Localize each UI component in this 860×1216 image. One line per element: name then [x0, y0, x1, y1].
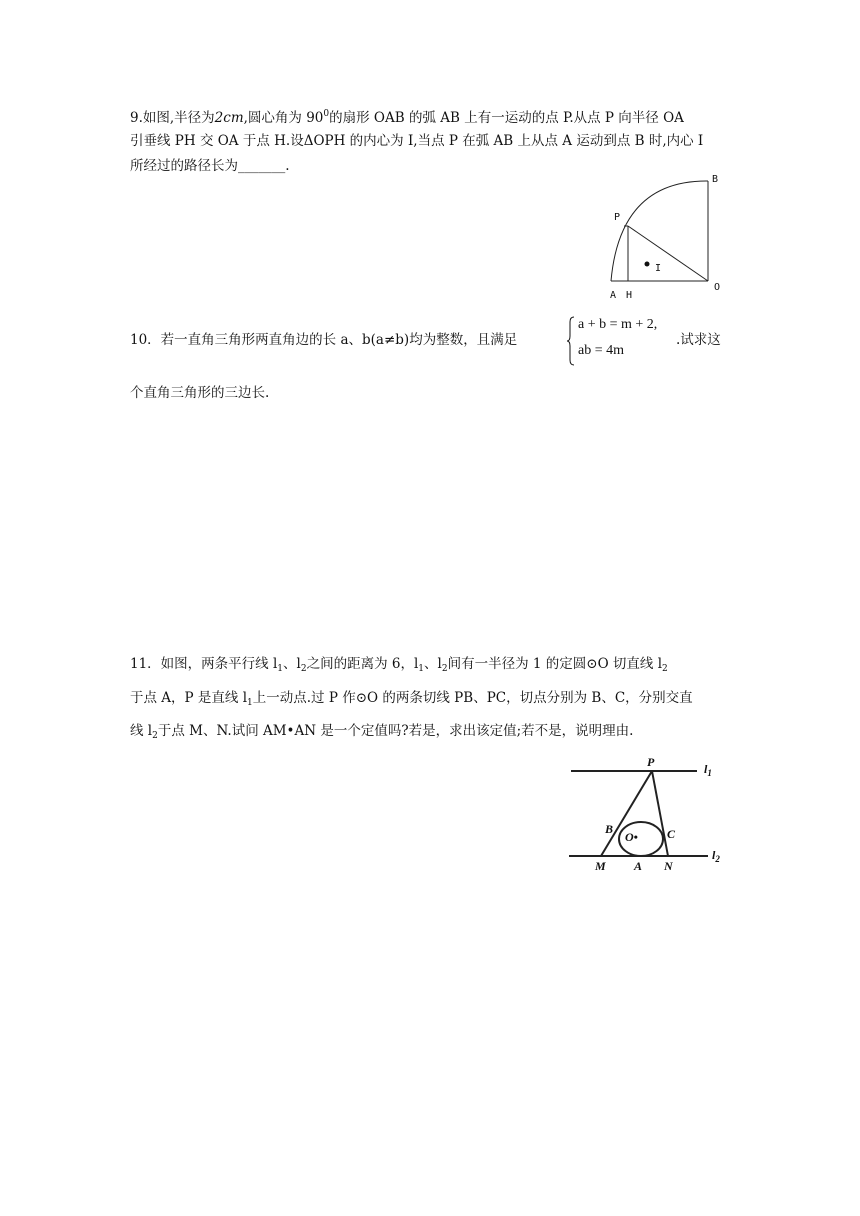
q11-sub: 1: [277, 664, 284, 674]
q11-t1: 11．如图，两条平行线 l: [130, 656, 278, 672]
q11-l1-letter: l: [704, 762, 708, 776]
q11-label-N: N: [664, 859, 673, 873]
q11-sub: 2: [152, 731, 158, 741]
q11-sub: 1: [247, 698, 253, 708]
q10-line-2: 个直角三角形的三边长.: [130, 385, 270, 401]
q9-text-b: ,圆心角为 90: [243, 110, 324, 126]
q11-label-M: M: [595, 859, 606, 873]
q9-label-A: A: [610, 290, 617, 301]
q11-label-O: O•: [625, 830, 638, 844]
q11-sub: 1: [418, 664, 425, 674]
q11-line-2: [130, 689, 693, 712]
q11-t6: 于点 A，P 是直线 l: [130, 690, 248, 706]
segment-PO: [628, 226, 708, 281]
incenter-dot: [645, 262, 650, 267]
q11-t5: 间有一半径为 1 的定圆⊙O 切直线 l: [447, 656, 663, 672]
q11-sub: 2: [662, 664, 668, 674]
q11-sub: 2: [300, 664, 307, 674]
q11-label-l2: [712, 848, 720, 864]
q9-line-3: 所经过的路径长为_______.: [130, 158, 290, 174]
q11-label-C: C: [667, 827, 676, 841]
q11-t4: 、l: [424, 656, 442, 672]
q10-text: 10．若一直角三角形两直角边的长 a、b(a≠b)均为整数，且满足: [130, 332, 518, 348]
q11-t3: 之间的距离为 6，l: [306, 656, 419, 672]
q11-label-A: A: [634, 859, 643, 873]
q9-line-2: 引垂线 PH 交 OA 于点 H.设ΔOPH 的内心为 I,当点 P 在弧 AB 上从点 A 运动到点 B 时,内心 I: [130, 133, 704, 149]
q11-l1-sub: 1: [707, 768, 712, 778]
q9-label-O: O: [714, 282, 721, 293]
q11-t7: 上一动点.过 P 作⊙O 的两条切线 PB、PC，切点分别为 B、C，分别交直: [252, 690, 693, 706]
q11-label-P: P: [647, 755, 655, 769]
q11-line-3: [130, 722, 633, 745]
q10-line-1: [130, 331, 517, 349]
tangent-PN: [652, 771, 668, 856]
q10-tail: .试求这: [676, 332, 721, 348]
q9-text-c: 的扇形 OAB 的弧 AB 上有一运动的点 P.从点 P 向半径 OA: [329, 110, 684, 126]
q11-sub: 2: [441, 664, 448, 674]
q10-eq-1: a + b = m + 2,: [578, 317, 658, 332]
q9-radius-unit: 2cm: [214, 110, 244, 126]
q9-label-I: I: [655, 263, 662, 274]
q9-text-a: 9.如图,半径为: [130, 110, 215, 126]
q11-l2-letter: l: [712, 848, 716, 862]
q9-line-1: [130, 105, 684, 127]
brace-icon: [566, 316, 576, 366]
q11-label-l1: [704, 762, 712, 778]
q9-label-B: B: [712, 174, 719, 185]
q10-eq-2: ab = 4m: [578, 343, 624, 358]
q9-sector-figure: [600, 172, 730, 302]
q11-t9: 于点 M、N.试问 AM•AN 是一个定值吗?若是，求出该定值;若不是，说明理由.: [157, 723, 634, 739]
q11-l2-sub: 2: [715, 854, 720, 864]
q11-label-B: B: [605, 822, 614, 836]
q9-label-P: P: [614, 212, 621, 223]
q11-t8: 线 l: [130, 723, 153, 739]
q9-degree-sup: 0: [323, 109, 330, 119]
q11-tangent-figure: [568, 760, 718, 860]
q9-label-H: H: [626, 290, 633, 301]
q11-line-1: [130, 655, 668, 678]
q11-t2: 、l: [283, 656, 301, 672]
